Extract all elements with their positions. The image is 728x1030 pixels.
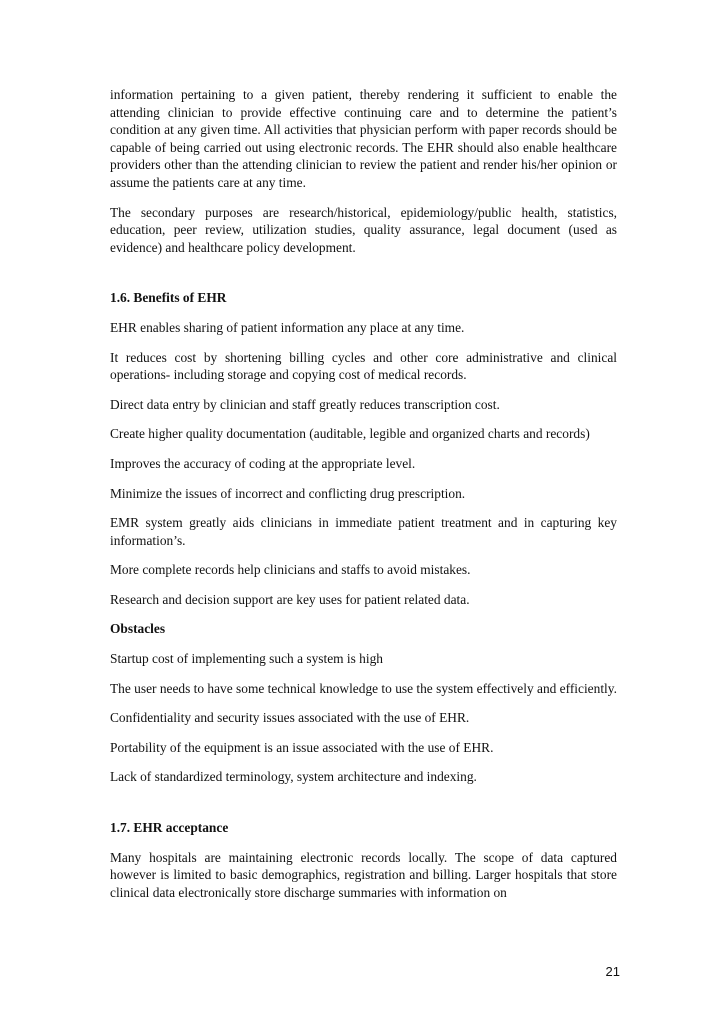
section-heading-benefits: 1.6. Benefits of EHR <box>110 290 227 306</box>
benefit-paragraph: Improves the accuracy of coding at the appropriate level. <box>110 455 416 471</box>
benefit-paragraph: It reduces cost by shortening billing cycles and other core administrative and clinical operations- including storage and copying cost of medical records. <box>110 349 617 383</box>
benefit-paragraph: EHR enables sharing of patient information any place at any time. <box>110 319 465 335</box>
section-heading-obstacles: Obstacles <box>110 621 166 637</box>
benefit-paragraph: Direct data entry by clinician and staff greatly reduces transcription cost. <box>110 396 500 412</box>
acceptance-paragraph: Many hospitals are maintaining electronic records locally. The scope of data captured however is limited to basic demographics, registration and billing. Larger hospitals that store clinical data electronically store discharge summaries with information on <box>110 849 617 900</box>
intro-paragraph: The secondary purposes are research/historical, epidemiology/public health, statistics, education, peer review, utilization studies, quality assurance, legal document (used as evidence) and healthcare policy development. <box>110 204 617 255</box>
benefit-paragraph: More complete records help clinicians and staffs to avoid mistakes. <box>110 562 471 578</box>
benefit-paragraph: EMR system greatly aids clinicians in immediate patient treatment and in capturing key information’s. <box>110 515 617 548</box>
obstacle-paragraph: Lack of standardized terminology, system architecture and indexing. <box>110 769 477 785</box>
section-heading-acceptance: 1.7. EHR acceptance <box>110 820 229 836</box>
benefit-paragraph: Research and decision support are key uses for patient related data. <box>110 591 470 607</box>
intro-paragraph: information pertaining to a given patient, thereby rendering it sufficient to enable the attending clinician to provide effective continuing care and to determine the patient’s condition at any given time. All activities that physician perform with paper records should be capable of being carried out using electronic records. The EHR should also enable healthcare providers other than the attending clinician to review the patient and render his/her opinion or assume the patients care at any time. <box>110 87 617 190</box>
obstacle-paragraph: Portability of the equipment is an issue associated with the use of EHR. <box>110 739 494 755</box>
page-number: 21 <box>605 964 620 979</box>
benefit-paragraph: Minimize the issues of incorrect and conflicting drug prescription. <box>110 485 466 501</box>
benefit-paragraph: Create higher quality documentation (auditable, legible and organized charts and records) <box>110 426 590 442</box>
obstacle-paragraph: The user needs to have some technical knowledge to use the system effectively and efficiently. <box>110 680 617 696</box>
obstacle-paragraph: Startup cost of implementing such a system is high <box>110 651 383 667</box>
obstacle-paragraph: Confidentiality and security issues associated with the use of EHR. <box>110 710 470 726</box>
page-body <box>110 86 617 913</box>
